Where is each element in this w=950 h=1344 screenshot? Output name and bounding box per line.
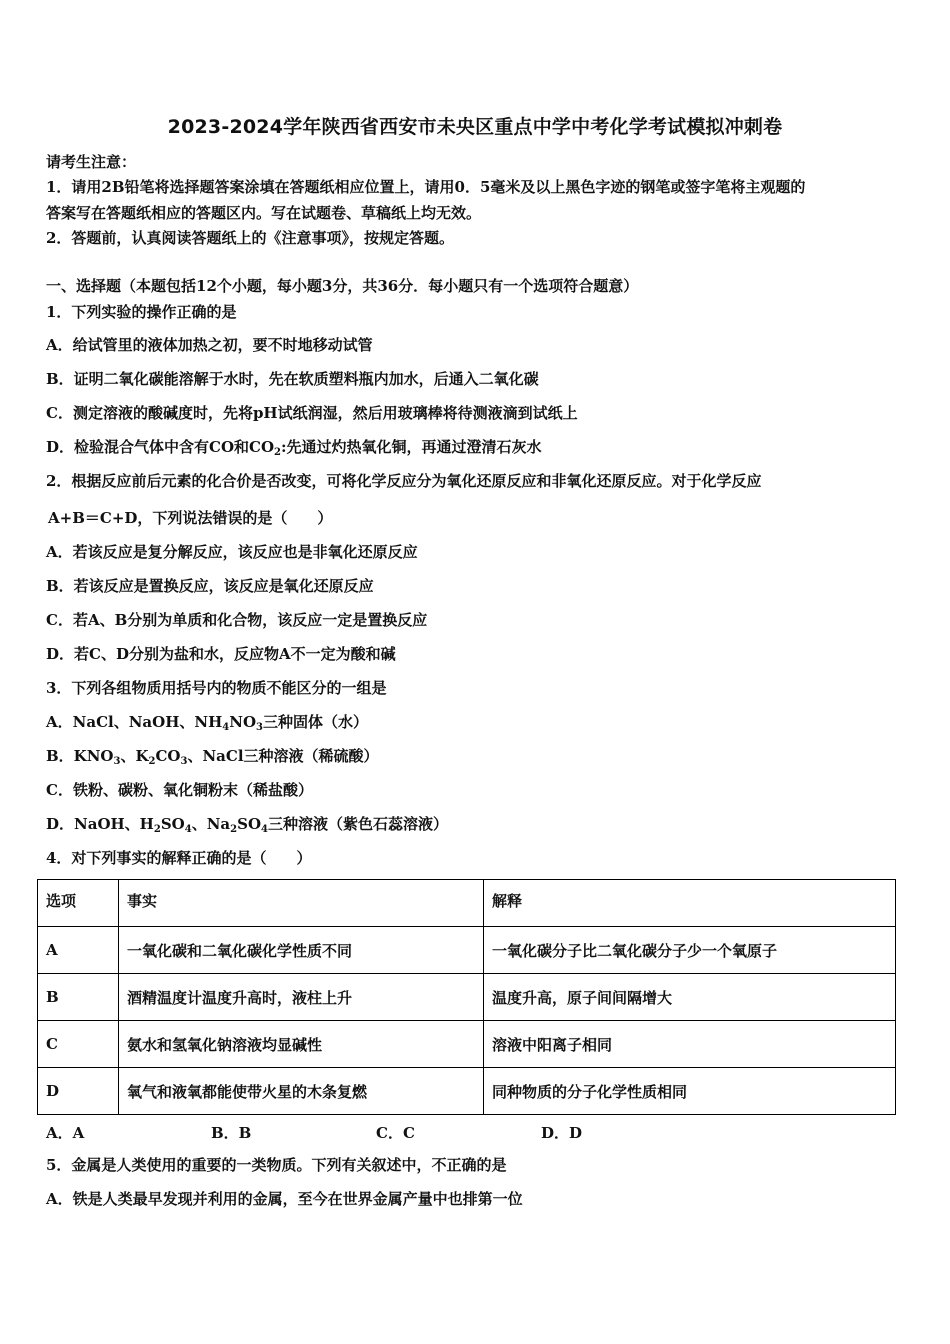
table-header-row: [38, 880, 896, 927]
question-1-option-b: B．证明二氧化碳能溶解于水时，先在软质塑料瓶内加水，后通入二氧化碳: [46, 370, 539, 388]
table-row: [38, 927, 896, 974]
section-heading: 一、选择题（本题包括12个小题，每小题3分，共36分．每小题只有一个选项符合题意）: [46, 277, 639, 295]
question-3-option-b: B．$KNO_3$、$K_2CO_3$、NaCl三种溶液（稀硫酸）: [46, 747, 379, 767]
question-4-table: [37, 879, 896, 1115]
notice-item-1a: 1．请用2B铅笔将选择题答案涂填在答题纸相应位置上，请用0．5毫米及以上黑色字迹的钢笔或签字笔将主观题的: [46, 178, 806, 196]
question-2-option-a: A．若该反应是复分解反应，该反应也是非氧化还原反应: [46, 543, 418, 561]
table-cell: 温度升高，原子间间隔增大: [484, 974, 896, 1021]
notice-item-1b: 答案写在答题纸相应的答题区内。写在试题卷、草稿纸上均无效。: [46, 204, 482, 222]
table-cell: 酒精温度计温度升高时，液柱上升: [119, 974, 484, 1021]
question-3-option-d: D．NaOH、$H_2SO_4$、$Na_2SO_4$三种溶液（紫色石蕊溶液）: [46, 815, 448, 835]
table-cell: 一氧化碳分子比二氧化碳分子少一个氧原子: [484, 927, 896, 974]
question-4-option-a: A．A: [46, 1124, 85, 1142]
question-4-option-c: C．C: [376, 1124, 415, 1142]
question-2-stem-1: 2．根据反应前后元素的化合价是否改变，可将化学反应分为氧化还原反应和非氧化还原反应。对于化学反应: [46, 472, 762, 490]
table-header-cell: 选项: [38, 880, 119, 927]
table-cell: D: [38, 1068, 119, 1115]
table-row: [38, 1068, 896, 1115]
table-cell: 一氧化碳和二氧化碳化学性质不同: [119, 927, 484, 974]
table-cell: 氧气和液氧都能使带火星的木条复燃: [119, 1068, 484, 1115]
page-title: 2023-2024学年陕西省西安市未央区重点中学中考化学考试模拟冲刺卷: [167, 116, 783, 138]
notice-item-2: 2．答题前，认真阅读答题纸上的《注意事项》，按规定答题。: [46, 229, 454, 247]
table-row: [38, 1021, 896, 1068]
question-4-option-b: B．B: [211, 1124, 252, 1142]
question-5-stem: 5．金属是人类使用的重要的一类物质。下列有关叙述中，不正确的是: [46, 1156, 507, 1174]
table-header-cell: 解释: [484, 880, 896, 927]
question-3-option-a: A．NaCl、NaOH、$NH_4NO_3$三种固体（水）: [46, 713, 368, 733]
notice-heading: 请考生注意：: [46, 153, 137, 171]
question-1-option-d: D．检验混合气体中含有CO和$CO_2$:先通过灼热氧化铜，再通过澄清石灰水: [46, 438, 542, 458]
question-4-option-d: D．D: [541, 1124, 583, 1142]
question-3-option-c: C．铁粉、碳粉、氧化铜粉末（稀盐酸）: [46, 781, 313, 799]
table-row: [38, 974, 896, 1021]
question-1-option-a: A．给试管里的液体加热之初，要不时地移动试管: [46, 336, 373, 354]
question-1-stem: 1．下列实验的操作正确的是: [46, 303, 237, 321]
question-3-stem: 3．下列各组物质用括号内的物质不能区分的一组是: [46, 679, 387, 697]
question-5-option-a: A．铁是人类最早发现并利用的金属，至今在世界金属产量中也排第一位: [46, 1190, 523, 1208]
question-2-option-d: D．若C、D分别为盐和水，反应物A不一定为酸和碱: [46, 645, 396, 663]
table-cell: A: [38, 927, 119, 974]
question-2-option-c: C．若A、B分别为单质和化合物，该反应一定是置换反应: [46, 611, 428, 629]
question-2-option-b: B．若该反应是置换反应，该反应是氧化还原反应: [46, 577, 374, 595]
table-cell: 氨水和氢氧化钠溶液均显碱性: [119, 1021, 484, 1068]
table-cell: C: [38, 1021, 119, 1068]
table-cell: 同种物质的分子化学性质相同: [484, 1068, 896, 1115]
question-1-option-c: C．测定溶液的酸碱度时，先将pH试纸润湿，然后用玻璃棒将待测液滴到试纸上: [46, 404, 578, 422]
question-4-stem: 4．对下列事实的解释正确的是（ ）: [46, 849, 312, 867]
table-cell: 溶液中阳离子相同: [484, 1021, 896, 1068]
question-2-stem-2: A+B＝C+D，下列说法错误的是（ ）: [48, 509, 333, 527]
table-header-cell: 事实: [119, 880, 484, 927]
table-cell: B: [38, 974, 119, 1021]
